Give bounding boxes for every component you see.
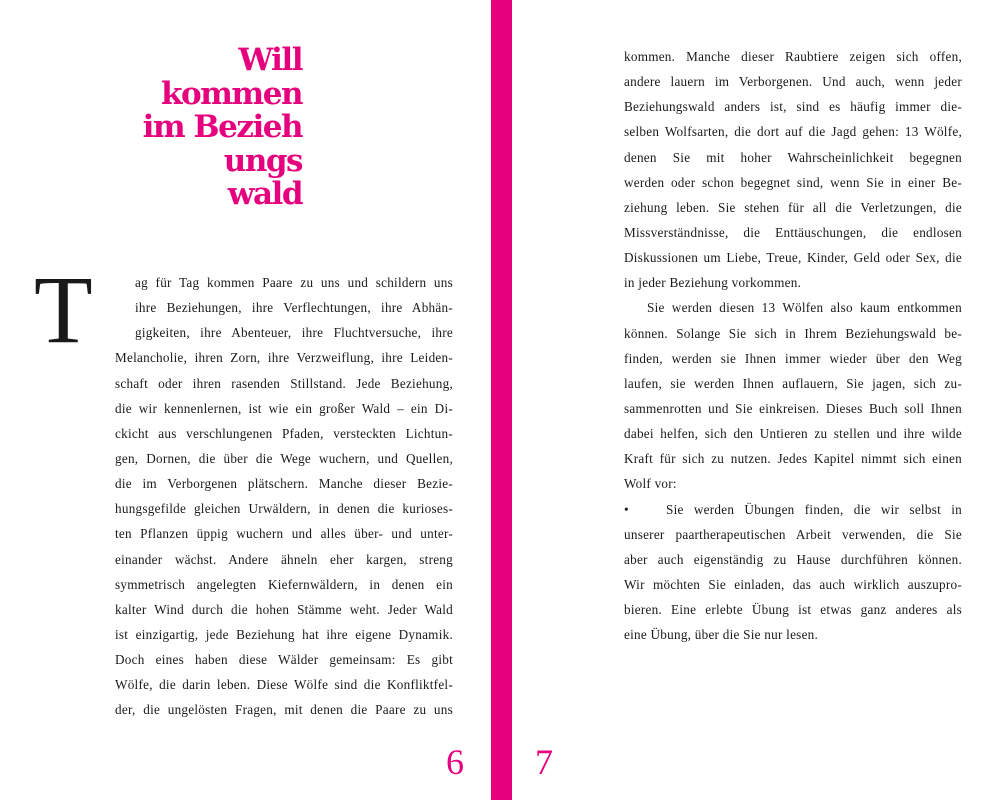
text-line: unserer paartherapeutischen Arbeit verwenden, die Sie [624, 526, 962, 542]
text-line: Beziehungswald anders ist, sind es häufig immer die- [624, 99, 962, 115]
text-line: der, die ungelösten Fragen, mit denen die Paare zu uns [115, 702, 453, 718]
text-line: die im Verborgenen plätschern. Manche dieser Bezie- [115, 476, 453, 492]
text-line: Diskussionen um Liebe, Treue, Kinder, Geld oder Sex, die [624, 250, 962, 266]
pink-spine-divider [491, 0, 512, 800]
text-line: Wir möchten Sie einladen, das auch wirklich auszupro- [624, 576, 962, 592]
text-line: schaft oder ihren rasenden Stillstand. Jede Beziehung, [115, 375, 453, 391]
text-line: Kraft für sich zu nutzen. Jedes Kapitel nimmt sich einen [624, 451, 962, 467]
text-line: ag für Tag kommen Paare zu uns und schildern uns [135, 275, 453, 290]
text-line: Sie werden diesen 13 Wölfen also kaum entkommen [647, 300, 962, 316]
text-line: andere lauern im Verborgenen. Und auch, wenn jeder [624, 74, 962, 90]
chapter-title-line: ungs [223, 142, 302, 179]
body-text-left [115, 270, 453, 723]
text-line: kommen. Manche dieser Raubtiere zeigen sich offen, [624, 49, 962, 64]
text-line: hungsgefilde gleichen Urwäldern, in denen die kurioses- [115, 501, 453, 517]
text-line: ckicht aus verschlungenen Pfaden, versteckten Lichtun- [115, 425, 453, 441]
bullet-text: Sie werden Übungen finden, die wir selbst in [666, 501, 962, 517]
text-line: dabei helfen, sich den Untieren zu stellen und ihre wilde [624, 426, 962, 442]
text-line: Melancholie, ihren Zorn, ihre Verzweiflung, ihre Leiden- [115, 350, 453, 366]
text-line: einander wächst. Andere ähneln eher kargen, streng [115, 551, 453, 567]
text-line: in jeder Beziehung vorkommen. [624, 275, 802, 291]
text-line: können. Solange Sie sich in Ihrem Beziehungswald be- [624, 325, 962, 341]
text-line: laufen, sie werden Ihnen auflauern, Sie jagen, sich zu- [624, 375, 962, 391]
chapter-title [132, 44, 302, 212]
text-line: Wölfe, die darin leben. Diese Wölfe sind die Konfliktfel- [115, 677, 453, 693]
drop-cap: T [34, 256, 93, 363]
bullet-list-item [624, 497, 962, 522]
text-line: kalter Wind durch die hohen Stämme weht. Jeder Wald [115, 601, 453, 617]
text-line: symmetrisch angelegten Kiefernwäldern, in denen ein [115, 576, 453, 592]
page-number-right: 7 [535, 742, 553, 782]
text-line: selben Wolfsarten, die dort auf die Jagd gehen: 13 Wölfe, [624, 124, 962, 140]
text-line: ihre Beziehungen, ihre Verflechtungen, ihre Abhän- [135, 300, 453, 316]
text-line: gigkeiten, ihre Abenteuer, ihre Fluchtversuche, ihre [135, 325, 453, 341]
text-line: ten Pflanzen üppig wuchern und alles über- und unter- [115, 526, 453, 542]
text-line: denen Sie mit hoher Wahrscheinlichkeit begegnen [624, 149, 962, 165]
page-number-left: 6 [446, 742, 464, 782]
text-line: finden, werden sie Ihnen immer wieder über den Weg [624, 350, 962, 366]
text-line: gen, Dornen, die über die Wege wuchern, und Quellen, [115, 450, 453, 466]
chapter-title-line: kommen [160, 75, 302, 112]
text-line: werden oder schon begegnet sind, wenn Sie in einer Be- [624, 174, 962, 190]
text-line: aber auch eigenständig zu Hause durchführen können. [624, 551, 962, 567]
text-line: ist einzigartig, jede Beziehung hat ihre eigene Dynamik. [115, 626, 453, 642]
left-page [0, 0, 491, 800]
text-line: Doch eines haben diese Wälder gemeinsam: Es gibt [115, 652, 453, 668]
text-line: ziehung leben. Sie stehen für all die Verletzungen, die [624, 199, 962, 215]
text-line: Missverständnisse, die Enttäuschungen, die endlosen [624, 224, 962, 240]
chapter-title-line: Will [238, 42, 302, 78]
text-line: die wir kennenlernen, ist wie ein großer Wald – ein Di- [115, 400, 453, 416]
text-line: bieren. Eine erlebte Übung ist etwas ganz anderes als [624, 602, 962, 618]
body-text-right [624, 44, 962, 647]
bullet-icon: • [624, 501, 629, 517]
chapter-title-line: wald [227, 176, 302, 212]
text-line: Wolf vor: [624, 476, 677, 492]
chapter-title-line: im Bezieh [142, 109, 302, 145]
text-line: eine Übung, über die Sie nur lesen. [624, 627, 819, 643]
text-line: sammenrotten und Sie einkreisen. Dieses Buch soll Ihnen [624, 400, 962, 416]
